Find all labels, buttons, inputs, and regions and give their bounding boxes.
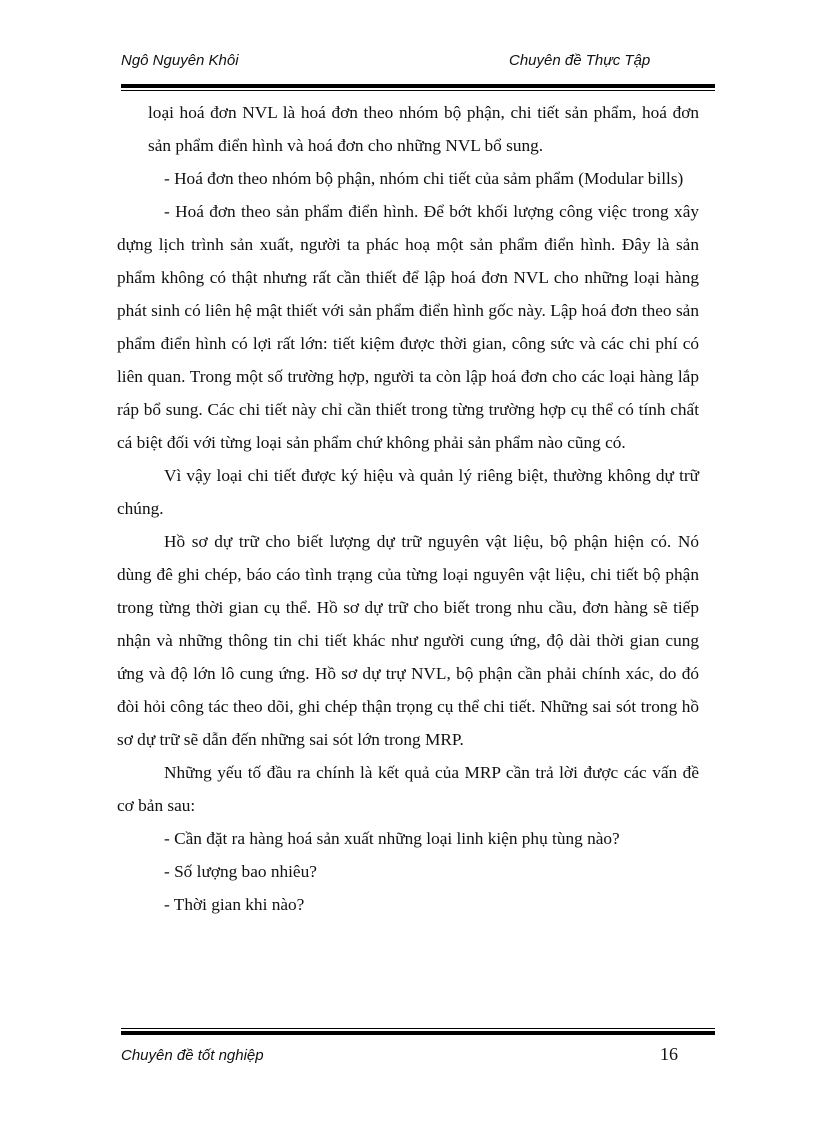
paragraph-5: Hồ sơ dự trữ cho biết lượng dự trữ nguyên vật liệu, bộ phận hiện có. Nó dùng đê ghi chép, báo cáo tình trạng của từng loại nguyên vật liệu, chi tiết bộ phận trong từng thời gian cụ thể. Hồ sơ dự trữ cho biết trong nhu cầu, đơn hàng sẽ tiếp nhận và những thông tin chi tiết khác như người cung ứng, độ dài thời gian cung ứng và độ lớn lô cung ứng. Hồ sơ dự trự NVL, bộ phận cần phải chính xác, do đó đòi hỏi công tác theo dõi, ghi chép thận trọng cụ thể chi tiết. Những sai sót trong hồ sơ dự trữ sẽ dẫn đến những sai sót lớn trong MRP. xyxy=(117,532,699,749)
list-item-1: - Cần đặt ra hàng hoá sản xuất những loại linh kiện phụ tùng nào? xyxy=(164,829,620,848)
header-author: Ngô Nguyên Khôi xyxy=(121,52,239,69)
list-item-2: - Số lượng bao nhiêu? xyxy=(164,862,317,881)
paragraph-4: Vì vậy loại chi tiết được ký hiệu và quản lý riêng biệt, thường không dự trữ chúng. xyxy=(117,466,699,518)
page-body xyxy=(117,96,699,921)
header-title: Chuyên đề Thực Tập xyxy=(509,52,651,69)
paragraph-1: loại hoá đơn NVL là hoá đơn theo nhóm bộ phận, chi tiết sản phẩm, hoá đơn sản phẩm điển hình và hoá đơn cho những NVL bổ sung. xyxy=(148,103,699,155)
footer-label: Chuyên đề tốt nghiệp xyxy=(121,1047,264,1064)
paragraph-6: Những yếu tố đầu ra chính là kết quả của MRP cần trả lời được các vấn đề cơ bản sau: xyxy=(117,763,699,815)
page-number: 16 xyxy=(660,1044,678,1064)
list-item-3: - Thời gian khi nào? xyxy=(164,895,305,914)
header-rule xyxy=(121,84,715,91)
paragraph-2: - Hoá đơn theo nhóm bộ phận, nhóm chi tiết của sảm phẩm (Modular bills) xyxy=(164,169,684,188)
footer-rule xyxy=(121,1028,715,1035)
paragraph-3: - Hoá đơn theo sản phẩm điển hình. Để bớt khối lượng công việc trong xây dựng lịch trình sản xuất, người ta phác hoạ một sản phẩm điển hình. Đây là sản phẩm không có thật nhưng rất cần thiết để lập hoá đơn NVL cho những loại hàng phát sinh có liên hệ mật thiết với sản phẩm điển hình gốc này. Lập hoá đơn theo sản phẩm điển hình có lợi rất lớn: tiết kiệm được thời gian, công sức và các chi phí có liên quan. Trong một số trường hợp, người ta còn lập hoá đơn cho các loại hàng lắp ráp bổ sung. Các chi tiết này chỉ cần thiết trong từng trường hợp cụ thể có tính chất cá biệt đối với từng loại sản phẩm chứ không phải sản phẩm nào cũng có. xyxy=(117,202,699,452)
